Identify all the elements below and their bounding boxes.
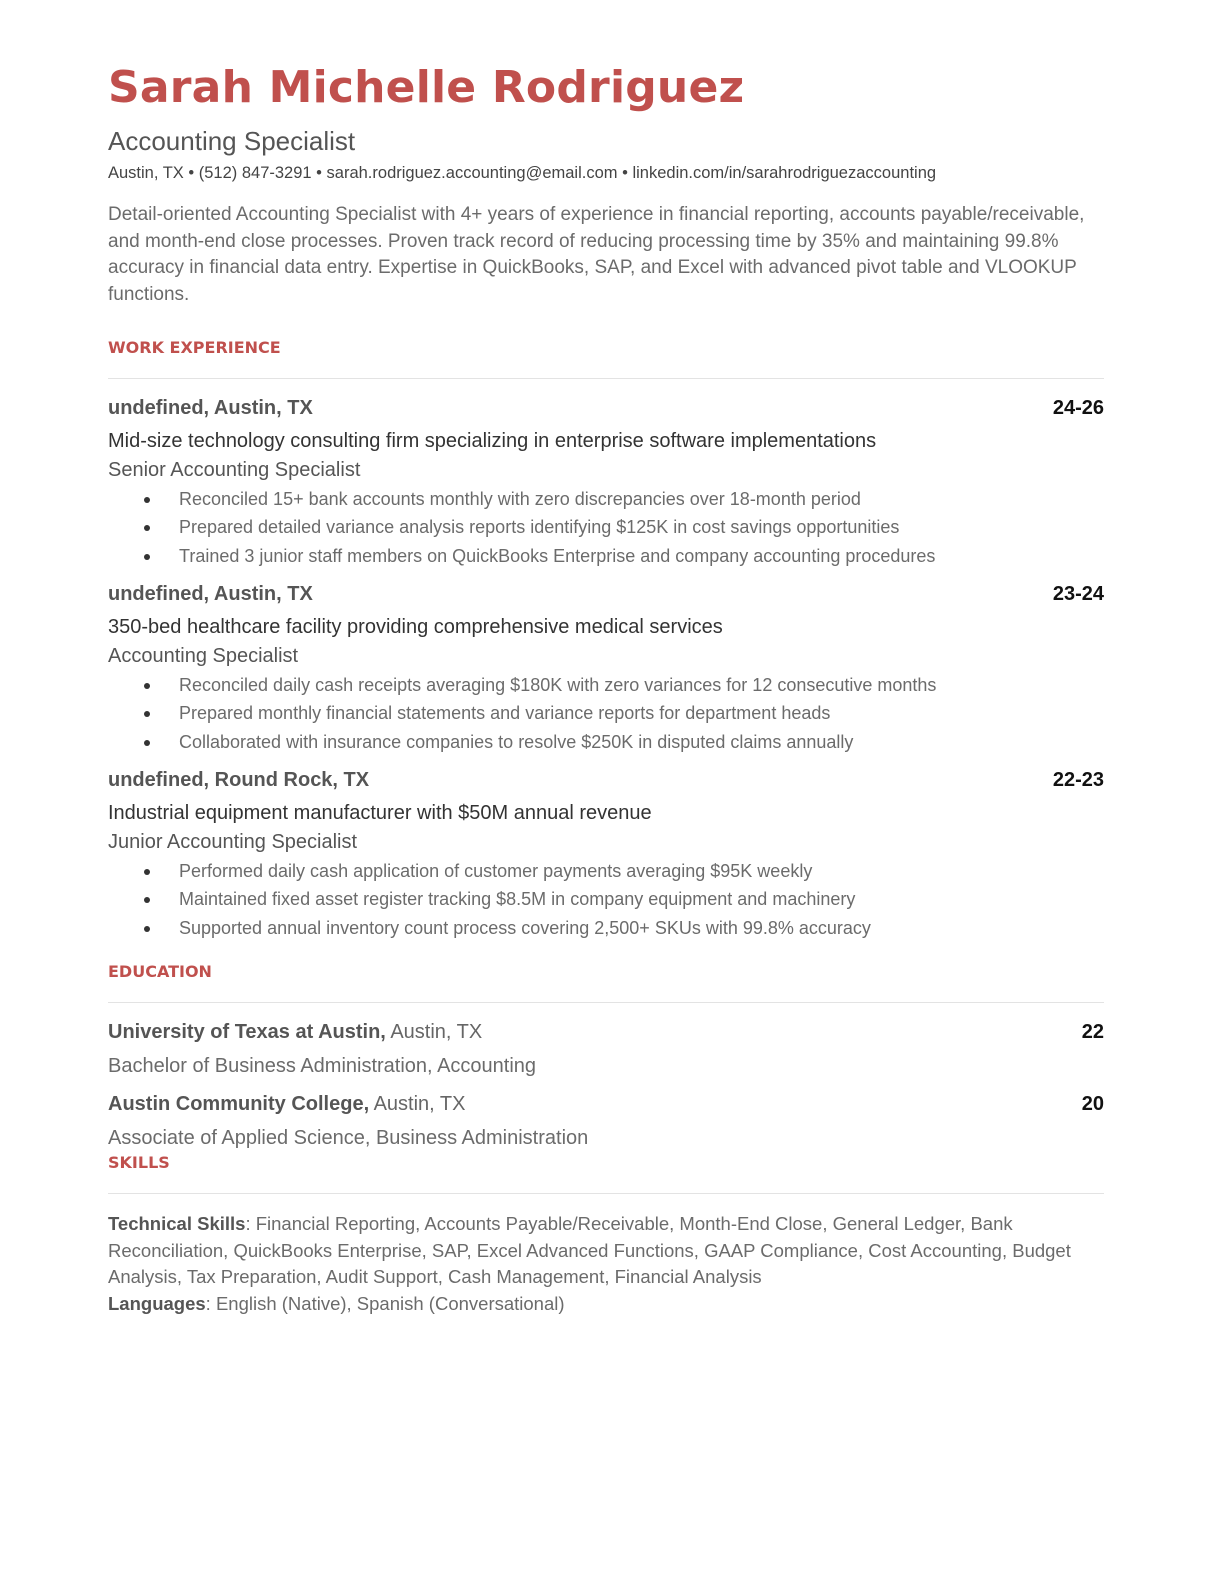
skills-divider [108, 1193, 1104, 1194]
job-entry [108, 769, 1104, 942]
school-location: Austin, TX [369, 1093, 466, 1115]
job-dates: 22-23 [1052, 769, 1104, 791]
skills-heading: SKILLS [108, 1153, 170, 1172]
job-entry [108, 583, 1104, 756]
job-bullet: Reconciled 15+ bank accounts monthly with zero discrepancies over 18-month period [108, 485, 1104, 513]
school-name: University of Texas at Austin, [108, 1021, 386, 1043]
work-experience-divider [108, 378, 1104, 379]
job-dates: 24-26 [1052, 397, 1104, 419]
job-role: Junior Accounting Specialist [108, 831, 358, 853]
job-bullets [108, 671, 1104, 756]
professional-summary: Detail-oriented Accounting Specialist with 4+ years of experience in financial reporting, accounts payable/receivable, and month-end close processes. Proven track record of reducing processing time by 35% and maintaining 99.8% accuracy in financial data entry. Expertise in QuickBooks, SAP, and Excel with advanced pivot table and VLOOKUP functions. [108, 204, 1085, 305]
technical-skills-label: Technical Skills [108, 1213, 246, 1234]
school-name: Austin Community College, [108, 1093, 370, 1115]
job-entry [108, 397, 1104, 570]
languages-line [108, 1291, 1104, 1318]
work-experience-heading: WORK EXPERIENCE [108, 338, 281, 357]
job-bullet: Trained 3 junior staff members on QuickBooks Enterprise and company accounting procedures [108, 542, 1104, 570]
education-heading: EDUCATION [108, 962, 212, 981]
education-divider [108, 1002, 1104, 1003]
job-dates: 23-24 [1052, 583, 1104, 605]
job-company: undefined, Round Rock, TX [108, 769, 370, 791]
candidate-name: Sarah Michelle Rodriguez [108, 62, 745, 113]
job-bullet: Supported annual inventory count process covering 2,500+ SKUs with 99.8% accuracy [108, 914, 1104, 942]
degree: Associate of Applied Science, Business Administration [108, 1127, 589, 1149]
candidate-title: Accounting Specialist [108, 126, 356, 156]
languages-label: Languages [108, 1292, 206, 1314]
contact-line: Austin, TX • (512) 847-3291 • sarah.rodriguez.accounting@email.com • linkedin.com/in/sarahrodriguezaccounting [108, 164, 937, 182]
job-bullets [108, 485, 1104, 570]
job-bullet: Maintained fixed asset register tracking $8.5M in company equipment and machinery [108, 885, 1104, 913]
education-entry [108, 1021, 1104, 1081]
job-company: undefined, Austin, TX [108, 583, 313, 605]
degree: Bachelor of Business Administration, Accounting [108, 1055, 537, 1077]
education-entry [108, 1093, 1104, 1153]
job-company-description: 350-bed healthcare facility providing comprehensive medical services [108, 616, 723, 638]
school-location: Austin, TX [385, 1021, 483, 1043]
graduation-year: 20 [1081, 1093, 1104, 1115]
job-bullet: Reconciled daily cash receipts averaging $180K with zero variances for 12 consecutive months [108, 671, 1104, 699]
job-company-description: Industrial equipment manufacturer with $50M annual revenue [108, 802, 652, 824]
technical-skills-list: : Financial Reporting, Accounts Payable/Receivable, Month-End Close, General Ledger, Bank Reconciliation, QuickBooks Enterprise, SAP, Excel Advanced Functions, GAAP Compliance, Cost Accounting, Budget Analysis, Tax Preparation, Audit Support, Cash Management, Financial Analysis [108, 1213, 1071, 1288]
job-role: Senior Accounting Specialist [108, 459, 361, 481]
languages-list: : English (Native), Spanish (Conversational) [205, 1292, 565, 1314]
job-role: Accounting Specialist [108, 645, 299, 667]
job-bullet: Prepared detailed variance analysis reports identifying $125K in cost savings opportunities [108, 513, 1104, 541]
skills-block [108, 1211, 1104, 1317]
job-bullet: Collaborated with insurance companies to resolve $250K in disputed claims annually [108, 728, 1104, 756]
job-bullets [108, 857, 1104, 942]
job-bullet: Prepared monthly financial statements and variance reports for department heads [108, 699, 1104, 727]
technical-skills-line [108, 1211, 1104, 1291]
job-company-description: Mid-size technology consulting firm specializing in enterprise software implementations [108, 430, 877, 452]
job-bullet: Performed daily cash application of customer payments averaging $95K weekly [108, 857, 1104, 885]
graduation-year: 22 [1081, 1021, 1104, 1043]
job-company: undefined, Austin, TX [108, 397, 313, 419]
